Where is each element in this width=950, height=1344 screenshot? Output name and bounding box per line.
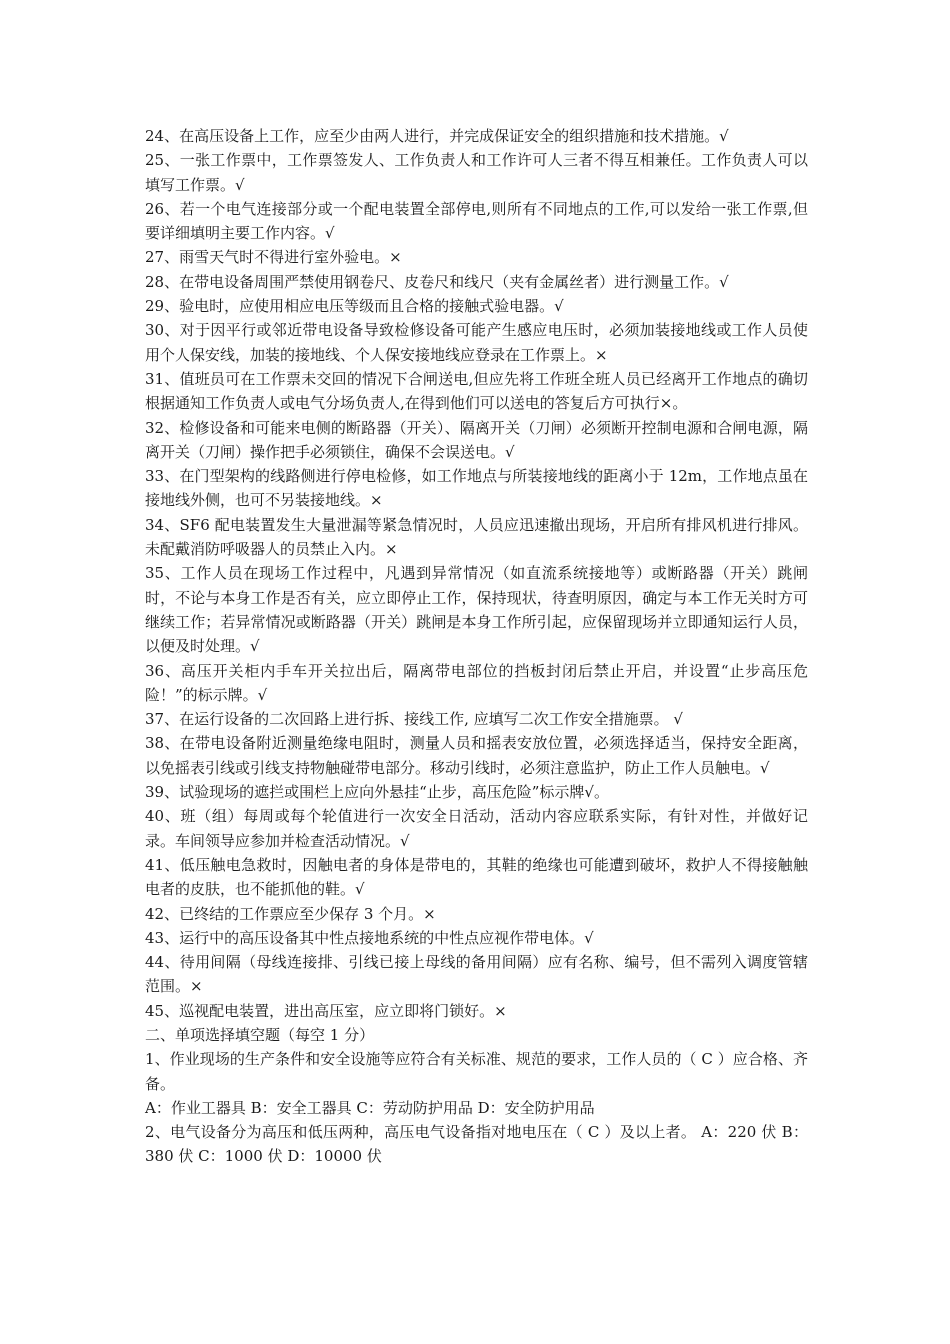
item-29: 29、验电时，应使用相应电压等级而且合格的接触式验电器。√: [145, 297, 564, 316]
item-27: 27、雨雪天气时不得进行室外验电。×: [145, 248, 402, 267]
item-42: 42、已终结的工作票应至少保存 3 个月。×: [145, 904, 436, 923]
item-34: 34、SF6 配电装置发生大量泄漏等紧急情况时，人员应迅速撤出现场，开启所有排风机进行排风。未配戴消防呼吸器人的员禁止入内。×: [145, 515, 808, 559]
document-body: [145, 124, 808, 1169]
item-31: 31、值班员可在工作票未交回的情况下合闸送电,但应先将工作班全班人员已经离开工作地点的确切根据通知工作负责人或电气分场负责人,在得到他们可以送电的答复后方可执行×。: [145, 369, 808, 413]
item-26: 26、若一个电气连接部分或一个配电装置全部停电,则所有不同地点的工作,可以发给一张工作票,但要详细填明主要工作内容。√: [145, 199, 808, 243]
question-1: 1、作业现场的生产条件和安全设施等应符合有关标准、规范的要求，工作人员的（ C ）应合格、齐备。: [145, 1050, 808, 1093]
question-2: 2、电气设备分为高压和低压两种，高压电气设备指对地电压在（ C ）及以上者。 A：220 伏 B：380 伏 C：1000 伏 D：10000 伏: [145, 1123, 808, 1166]
item-39: 39、试验现场的遮拦或围栏上应向外悬挂“止步，高压危险”标示牌√。: [145, 783, 609, 802]
item-44: 44、待用间隔（母线连接排、引线已接上母线的备用间隔）应有名称、编号，但不需列入调度管辖范围。×: [145, 953, 808, 996]
item-36: 36、高压开关柜内手车开关拉出后，隔离带电部位的挡板封闭后禁止开启，并设置“止步高压危险！”的标示牌。√: [145, 661, 808, 704]
item-43: 43、运行中的高压设备其中性点接地系统的中性点应视作带电体。√: [145, 928, 594, 947]
item-40: 40、班（组）每周或每个轮值进行一次安全日活动，活动内容应联系实际，有针对性，并做好记录。车间领导应参加并检查活动情况。√: [145, 807, 808, 850]
question-1-options: A：作业工器具 B：安全工器具 C：劳动防护用品 D：安全防护用品: [145, 1098, 595, 1117]
item-30: 30、对于因平行或邻近带电设备导致检修设备可能产生感应电压时，必须加装接地线或工作人员使用个人保安线，加装的接地线、个人保安接地线应登录在工作票上。×: [145, 321, 808, 364]
item-41: 41、低压触电急救时，因触电者的身体是带电的，其鞋的绝缘也可能遭到破坏，救护人不得接触触电者的皮肤，也不能抓他的鞋。√: [145, 855, 808, 899]
item-38: 38、在带电设备附近测量绝缘电阻时，测量人员和摇表安放位置，必须选择适当，保持安全距离，以免摇表引线或引线支持物触碰带电部分。移动引线时，必须注意监护，防止工作人员触电。√: [145, 734, 808, 777]
item-45: 45、巡视配电装置，进出高压室，应立即将门锁好。×: [145, 1001, 507, 1020]
item-28: 28、在带电设备周围严禁使用钢卷尺、皮卷尺和线尺（夹有金属丝者）进行测量工作。√: [145, 272, 729, 291]
item-35: 35、工作人员在现场工作过程中，凡遇到异常情况（如直流系统接地等）或断路器（开关）跳闸时，不论与本身工作是否有关，应立即停止工作，保持现状，待查明原因，确定与本工作无关时方可继续工作；若异常情况或断路器（开关）跳闸是本身工作所引起，应保留现场并立即通知运行人员，以便及时处理。√: [145, 564, 808, 656]
section-heading: 二、单项选择填空题（每空 1 分）: [145, 1025, 375, 1044]
item-32: 32、检修设备和可能来电侧的断路器（开关）、隔离开关（刀闸）必须断开控制电源和合闸电源，隔离开关（刀闸）操作把手必须锁住，确保不会误送电。√: [145, 418, 808, 461]
item-33: 33、在门型架构的线路侧进行停电检修，如工作地点与所装接地线的距离小于 12m，工作地点虽在接地线外侧，也可不另装接地线。×: [145, 467, 808, 510]
item-37: 37、在运行设备的二次回路上进行拆、接线工作, 应填写二次工作安全措施票。 √: [145, 710, 683, 729]
item-24: 24、在高压设备上工作，应至少由两人进行，并完成保证安全的组织措施和技术措施。√: [145, 127, 729, 145]
item-25: 25、一张工作票中，工作票签发人、工作负责人和工作许可人三者不得互相兼任。工作负责人可以填写工作票。√: [145, 151, 808, 194]
